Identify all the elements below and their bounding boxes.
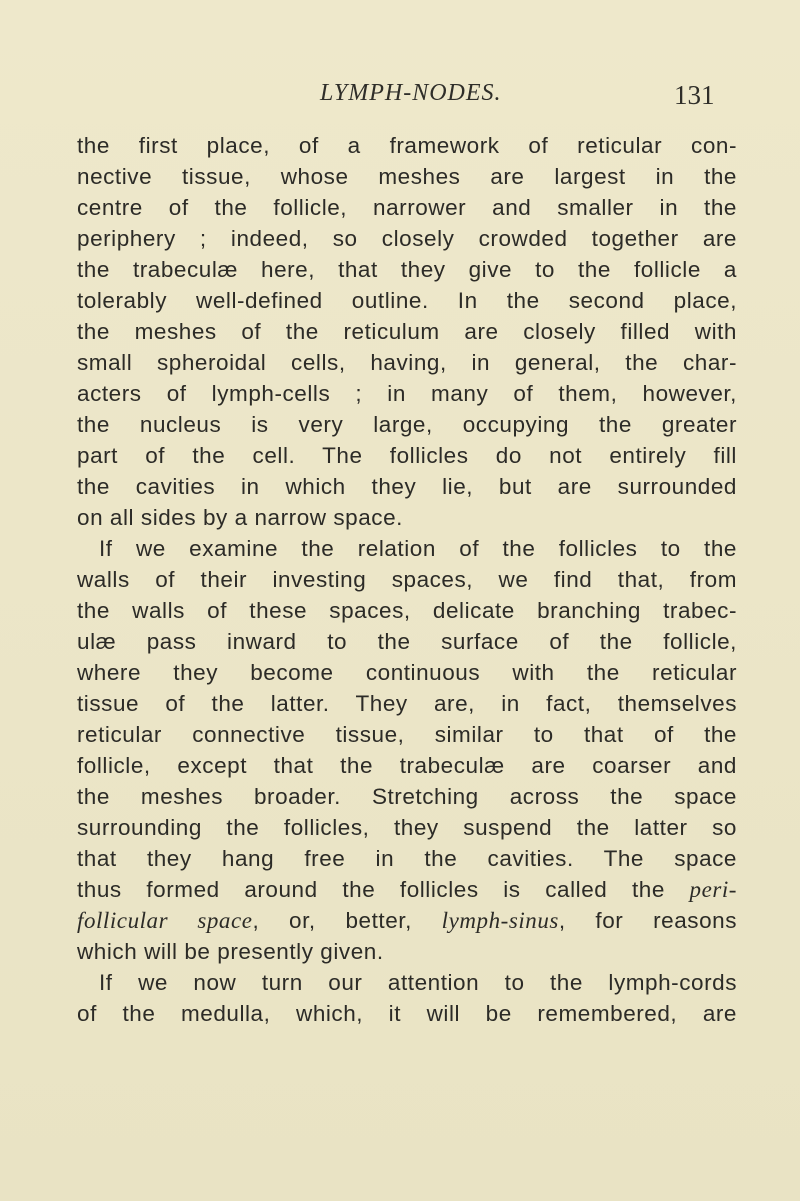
italic-term: follicular space: [77, 908, 253, 933]
text-line: that they hang free in the cavities. The space: [77, 846, 737, 871]
text-line: the cavities in which they lie, but are surrounded: [77, 474, 737, 499]
text-line: centre of the follicle, narrower and smaller in the: [77, 195, 737, 220]
text-line: small spheroidal cells, having, in general, the char-: [77, 350, 737, 375]
text-line: periphery ; indeed, so closely crowded together are: [77, 226, 737, 251]
text-line: the first place, of a framework of reticular con-: [77, 133, 737, 158]
text-line: reticular connective tissue, similar to that of the: [77, 722, 737, 747]
running-head: [0, 80, 800, 120]
text-line: [77, 874, 737, 905]
text-line: the meshes of the reticulum are closely filled with: [77, 319, 737, 344]
body-text: [77, 130, 737, 1029]
text-line: part of the cell. The follicles do not entirely fill: [77, 443, 737, 468]
text-line: surrounding the follicles, they suspend the latter so: [77, 815, 737, 840]
text-line: walls of their investing spaces, we find that, from: [77, 567, 737, 592]
text-run: thus formed around the follicles is called the: [77, 877, 690, 902]
text-line: which will be presently given.: [77, 939, 384, 964]
text-line: follicle, except that the trabeculæ are coarser and: [77, 753, 737, 778]
text-run: , for reasons: [558, 908, 737, 933]
page-number: 131: [674, 80, 715, 110]
text-line: acters of lymph-cells ; in many of them, however,: [77, 381, 737, 406]
running-title: LYMPH-NODES.: [320, 80, 502, 106]
text-line: [77, 905, 737, 936]
text-line: on all sides by a narrow space.: [77, 505, 403, 530]
text-line: the nucleus is very large, occupying the greater: [77, 412, 737, 437]
text-run: , or, better,: [252, 908, 442, 933]
paragraph-first-line: If we now turn our attention to the lymph-cords: [99, 970, 737, 995]
text-line: tolerably well-defined outline. In the second place,: [77, 288, 737, 313]
text-line: of the medulla, which, it will be remembered, are: [77, 1001, 737, 1026]
text-line: nective tissue, whose meshes are largest in the: [77, 164, 737, 189]
text-line: the trabeculæ here, that they give to the follicle a: [77, 257, 737, 282]
text-line: where they become continuous with the reticular: [77, 660, 737, 685]
text-line: the meshes broader. Stretching across the space: [77, 784, 737, 809]
text-line: the walls of these spaces, delicate branching trabec-: [77, 598, 737, 623]
italic-term: lymph-sinus: [441, 908, 559, 933]
text-line: tissue of the latter. They are, in fact, themselves: [77, 691, 737, 716]
text-line: ulæ pass inward to the surface of the follicle,: [77, 629, 737, 654]
paragraph-first-line: If we examine the relation of the follicles to the: [99, 536, 737, 561]
italic-term: peri-: [689, 877, 737, 902]
